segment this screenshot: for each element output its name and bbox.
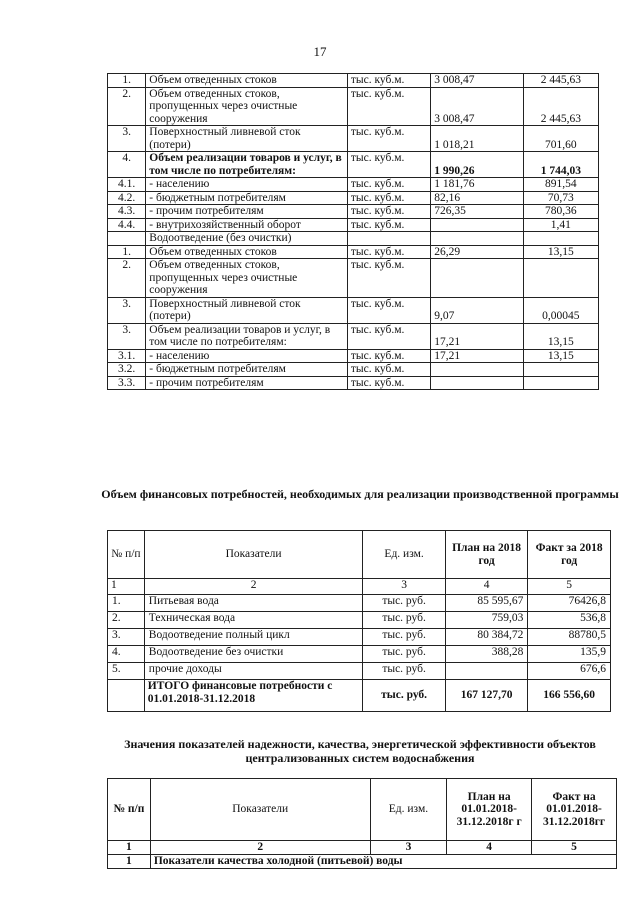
row-indicator: Водоотведение (без очистки) — [146, 232, 348, 246]
table-row — [108, 646, 611, 663]
row-number: 3. — [108, 126, 146, 152]
row-number: 5. — [108, 663, 145, 680]
total-fact: 166 556,60 — [528, 680, 611, 712]
col-number-5: 5 — [532, 841, 617, 855]
row-plan: 1 018,21 — [431, 126, 523, 152]
row-label: Показатели качества холодной (питьевой) воды — [150, 855, 616, 869]
row-indicator: Поверхностный ливневой сток (потери) — [146, 126, 348, 152]
row-number: 4.4. — [108, 218, 146, 232]
row-unit: тыс. куб.м. — [347, 178, 430, 192]
row-unit: тыс. куб.м. — [347, 205, 430, 219]
table-row — [108, 349, 599, 363]
table-row — [108, 259, 599, 298]
header-fact: Факт за 2018 год — [528, 531, 611, 579]
row-unit: тыс. куб.м. — [347, 152, 430, 178]
table-row — [108, 376, 599, 390]
row-plan — [431, 259, 523, 298]
row-fact: 70,73 — [523, 191, 598, 205]
row-fact: 76426,8 — [528, 595, 611, 612]
table-row — [108, 178, 599, 192]
row-fact: 0,00045 — [523, 297, 598, 323]
row-number: 4. — [108, 152, 146, 178]
row-indicator: Объем реализации товаров и услуг, в том числе по потребителям: — [146, 152, 348, 178]
col-number-5: 5 — [528, 579, 611, 595]
table-row — [108, 87, 599, 126]
table-row — [108, 218, 599, 232]
row-plan: 9,07 — [431, 297, 523, 323]
col-number-2: 2 — [150, 841, 370, 855]
row-unit: тыс. куб.м. — [347, 349, 430, 363]
col-number-1: 1 — [108, 579, 145, 595]
row-plan: 82,16 — [431, 191, 523, 205]
row-fact: 13,15 — [523, 323, 598, 349]
table-row — [108, 323, 599, 349]
row-indicator: - прочим потребителям — [146, 205, 348, 219]
row-indicator: Объем отведенных стоков — [146, 74, 348, 88]
row-fact: 2 445,63 — [523, 74, 598, 88]
row-unit: тыс. куб.м. — [347, 87, 430, 126]
table-row — [108, 595, 611, 612]
total-row — [108, 680, 611, 712]
row-number: 3. — [108, 297, 146, 323]
row-fact: 13,15 — [523, 245, 598, 259]
row-unit: тыс. руб. — [363, 612, 445, 629]
row-number: 3. — [108, 629, 145, 646]
table-row — [108, 363, 599, 377]
row-indicator: Техническая вода — [144, 612, 363, 629]
row-unit: тыс. куб.м. — [347, 245, 430, 259]
table-row — [108, 126, 599, 152]
row-number: 2. — [108, 87, 146, 126]
total-label: ИТОГО финансовые потребности с 01.01.2018-31.12.2018 — [144, 680, 363, 712]
col-number-4: 4 — [447, 841, 532, 855]
row-unit: тыс. куб.м. — [347, 74, 430, 88]
total-number — [108, 680, 145, 712]
row-number: 1. — [108, 245, 146, 259]
row-indicator: Объем отведенных стоков, пропущенных через очистные сооружения — [146, 87, 348, 126]
row-fact — [523, 363, 598, 377]
row-fact: 536,8 — [528, 612, 611, 629]
row-unit: тыс. руб. — [363, 646, 445, 663]
row-indicator: Объем реализации товаров и услуг, в том числе по потребителям: — [146, 323, 348, 349]
volume-table — [107, 73, 599, 390]
row-number: 3.2. — [108, 363, 146, 377]
row-fact: 780,36 — [523, 205, 598, 219]
financial-needs-body — [108, 595, 611, 680]
table-row — [108, 191, 599, 205]
row-fact: 891,54 — [523, 178, 598, 192]
row-plan: 3 008,47 — [431, 74, 523, 88]
row-indicator: Объем отведенных стоков, пропущенных через очистные сооружения — [146, 259, 348, 298]
total-unit: тыс. руб. — [363, 680, 445, 712]
row-indicator: прочие доходы — [144, 663, 363, 680]
row-fact: 701,60 — [523, 126, 598, 152]
row-plan — [445, 663, 528, 680]
row-unit: тыс. руб. — [363, 629, 445, 646]
header-fact: Факт на 01.01.2018-31.12.2018гг — [532, 779, 617, 841]
col-number-1: 1 — [108, 841, 151, 855]
row-indicator: - населению — [146, 349, 348, 363]
row-plan: 3 008,47 — [431, 87, 523, 126]
row-indicator: Объем отведенных стоков — [146, 245, 348, 259]
header-plan: План на 01.01.2018-31.12.2018г г — [447, 779, 532, 841]
table-row — [108, 612, 611, 629]
row-plan: 1 990,26 — [431, 152, 523, 178]
row-plan: 388,28 — [445, 646, 528, 663]
row-number: 3. — [108, 323, 146, 349]
row-number — [108, 232, 146, 246]
row-unit: тыс. руб. — [363, 595, 445, 612]
header-number: № п/п — [108, 531, 145, 579]
row-indicator: - населению — [146, 178, 348, 192]
row-plan — [431, 232, 523, 246]
row-number: 2. — [108, 259, 146, 298]
row-fact: 135,9 — [528, 646, 611, 663]
row-indicator: - бюджетным потребителям — [146, 363, 348, 377]
row-plan — [431, 376, 523, 390]
row-fact — [523, 232, 598, 246]
table-row — [108, 663, 611, 680]
row-plan: 1 181,76 — [431, 178, 523, 192]
row-number: 4.2. — [108, 191, 146, 205]
row-number: 4.1. — [108, 178, 146, 192]
table-row — [108, 245, 599, 259]
reliability-indicators-table — [107, 778, 617, 869]
row-unit: тыс. куб.м. — [347, 191, 430, 205]
row-number: 1. — [108, 74, 146, 88]
row-fact: 13,15 — [523, 349, 598, 363]
row-number: 3.3. — [108, 376, 146, 390]
table-row — [108, 855, 617, 869]
row-indicator: - внутрихозяйственный оборот — [146, 218, 348, 232]
row-fact: 88780,5 — [528, 629, 611, 646]
row-fact: 1,41 — [523, 218, 598, 232]
row-plan: 17,21 — [431, 323, 523, 349]
table-header-row — [108, 531, 611, 579]
row-number: 3.1. — [108, 349, 146, 363]
row-plan: 759,03 — [445, 612, 528, 629]
row-number: 4.3. — [108, 205, 146, 219]
row-indicator: Водоотведение полный цикл — [144, 629, 363, 646]
header-indicator: Показатели — [144, 531, 363, 579]
row-fact — [523, 376, 598, 390]
row-plan: 17,21 — [431, 349, 523, 363]
reliability-indicators-title: Значения показателей надежности, качества, энергетической эффективности объектов централизованных систем водоснабжения — [124, 737, 596, 765]
table-row — [108, 74, 599, 88]
row-indicator: Поверхностный ливневой сток (потери) — [146, 297, 348, 323]
row-indicator: Водоотведение без очистки — [144, 646, 363, 663]
table-header-row — [108, 779, 617, 841]
column-number-row — [108, 841, 617, 855]
row-plan: 85 595,67 — [445, 595, 528, 612]
table-row — [108, 297, 599, 323]
table-row — [108, 232, 599, 246]
row-unit: тыс. куб.м. — [347, 218, 430, 232]
row-plan: 726,35 — [431, 205, 523, 219]
row-number: 1 — [108, 855, 151, 869]
financial-needs-table — [107, 530, 611, 712]
row-plan — [431, 218, 523, 232]
row-number: 2. — [108, 612, 145, 629]
row-plan: 26,29 — [431, 245, 523, 259]
col-number-4: 4 — [445, 579, 528, 595]
row-unit: тыс. куб.м. — [347, 259, 430, 298]
row-unit: тыс. руб. — [363, 663, 445, 680]
table-row — [108, 152, 599, 178]
row-indicator: Питьевая вода — [144, 595, 363, 612]
row-fact — [523, 259, 598, 298]
col-number-3: 3 — [363, 579, 445, 595]
row-plan: 80 384,72 — [445, 629, 528, 646]
volume-table-body — [108, 74, 599, 390]
table-row — [108, 205, 599, 219]
header-number: № п/п — [108, 779, 151, 841]
row-unit: тыс. куб.м. — [347, 363, 430, 377]
financial-needs-title: Объем финансовых потребностей, необходимых для реализации производственной программы — [101, 487, 619, 501]
column-number-row — [108, 579, 611, 595]
row-indicator: - бюджетным потребителям — [146, 191, 348, 205]
row-number: 1. — [108, 595, 145, 612]
table-row — [108, 629, 611, 646]
row-fact: 2 445,63 — [523, 87, 598, 126]
row-unit: тыс. куб.м. — [347, 323, 430, 349]
total-plan: 167 127,70 — [445, 680, 528, 712]
header-indicator: Показатели — [150, 779, 370, 841]
row-number: 4. — [108, 646, 145, 663]
row-unit: тыс. куб.м. — [347, 126, 430, 152]
row-indicator: - прочим потребителям — [146, 376, 348, 390]
page-number: 17 — [313, 44, 327, 59]
row-unit — [347, 232, 430, 246]
row-unit: тыс. куб.м. — [347, 297, 430, 323]
header-unit: Ед. изм. — [370, 779, 447, 841]
row-plan — [431, 363, 523, 377]
col-number-3: 3 — [370, 841, 447, 855]
row-fact: 1 744,03 — [523, 152, 598, 178]
col-number-2: 2 — [144, 579, 363, 595]
header-unit: Ед. изм. — [363, 531, 445, 579]
row-unit: тыс. куб.м. — [347, 376, 430, 390]
header-plan: План на 2018 год — [445, 531, 528, 579]
row-fact: 676,6 — [528, 663, 611, 680]
